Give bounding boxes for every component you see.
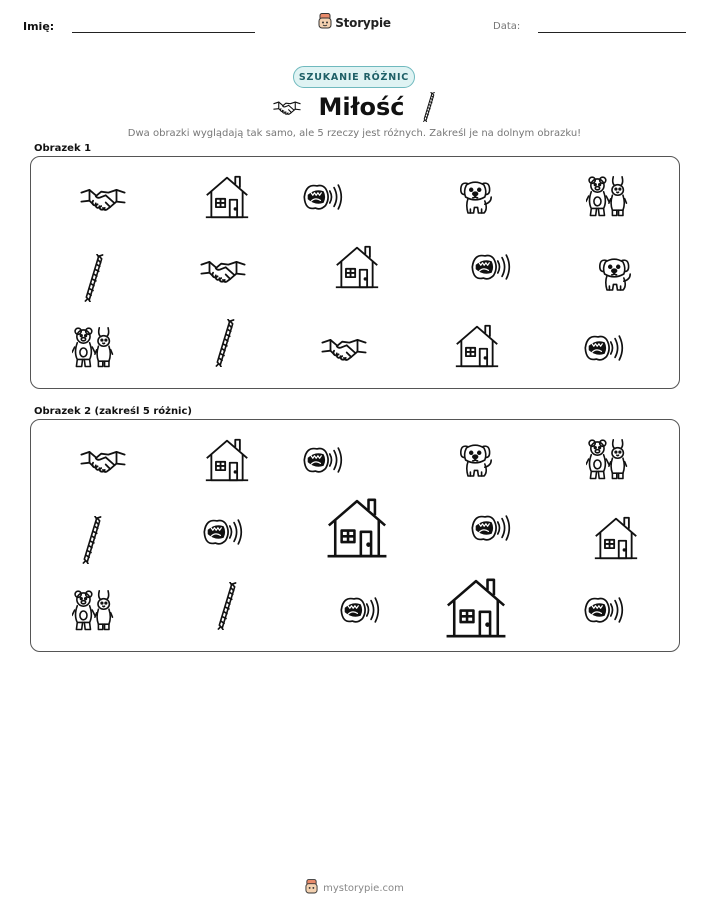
teddy-bunny-icon	[585, 175, 631, 219]
mouth-shouting-icon	[301, 180, 345, 214]
dog-icon	[595, 253, 635, 295]
brand	[0, 13, 709, 33]
storypie-logo-icon	[318, 13, 332, 33]
teddy-bunny-icon	[71, 326, 117, 370]
date-label: Data:	[493, 21, 521, 32]
picture1-label: Obrazek 1	[34, 143, 92, 154]
footer	[0, 879, 709, 898]
handshake-icon	[272, 96, 302, 118]
house-icon	[334, 244, 380, 290]
date-line[interactable]	[538, 32, 686, 33]
title-row	[0, 92, 709, 122]
rope-icon[interactable]	[213, 582, 241, 630]
handshake-icon	[321, 330, 367, 366]
name-label: Imię:	[23, 20, 55, 33]
handshake-icon	[80, 180, 126, 216]
handshake-icon	[200, 252, 246, 288]
footer-site[interactable]: mystorypie.com	[323, 883, 404, 894]
mouth-shouting-icon[interactable]	[469, 511, 513, 545]
teddy-bunny-icon[interactable]	[71, 589, 117, 633]
picture2-label: Obrazek 2 (zakreśl 5 różnic)	[34, 406, 192, 417]
rope-icon[interactable]	[78, 516, 106, 564]
instructions: Dwa obrazki wyglądają tak samo, ale 5 rzeczy jest różnych. Zakreśl je na dolnym obrazku!	[127, 128, 582, 139]
dog-icon[interactable]	[456, 439, 496, 481]
mouth-shouting-icon[interactable]	[582, 593, 626, 627]
picture1-panel	[30, 156, 680, 389]
category-badge: SZUKANIE RÓŻNIC	[293, 66, 415, 88]
house-icon[interactable]	[443, 576, 509, 640]
mouth-shouting-icon[interactable]	[338, 593, 382, 627]
house-icon[interactable]	[324, 496, 390, 560]
house-icon	[454, 323, 500, 369]
storypie-logo-icon	[305, 879, 318, 898]
mouth-shouting-icon	[582, 331, 626, 365]
rope-icon	[421, 92, 437, 122]
house-icon	[204, 174, 250, 220]
dog-icon	[456, 176, 496, 218]
handshake-icon[interactable]	[80, 442, 126, 478]
rope-icon	[211, 319, 239, 367]
house-icon[interactable]	[204, 437, 250, 483]
brand-name: Storypie	[335, 16, 391, 30]
teddy-bunny-icon[interactable]	[585, 438, 631, 482]
mouth-shouting-icon[interactable]	[201, 515, 245, 549]
picture2-panel[interactable]	[30, 419, 680, 652]
page-title: Miłość	[318, 93, 405, 121]
rope-icon	[80, 254, 108, 302]
mouth-shouting-icon[interactable]	[301, 443, 345, 477]
mouth-shouting-icon	[469, 250, 513, 284]
house-icon[interactable]	[593, 515, 639, 561]
